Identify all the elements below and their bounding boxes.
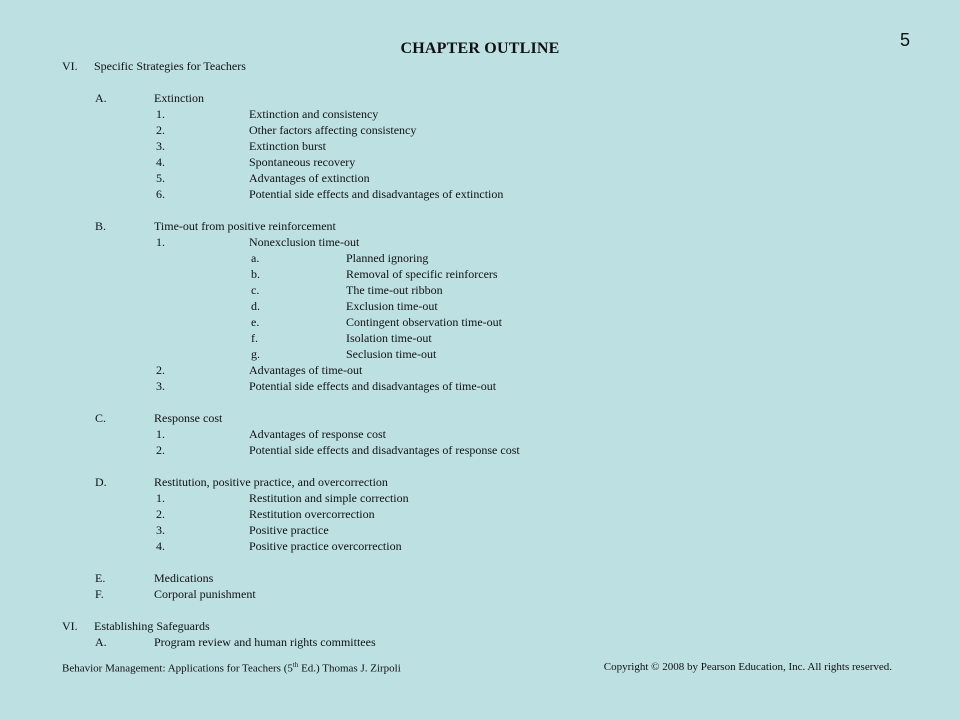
outline-item-number: 2. bbox=[156, 363, 165, 377]
outline-item-number: 6. bbox=[156, 187, 165, 201]
outline-item bbox=[62, 378, 922, 394]
outline-item-text: Other factors affecting consistency bbox=[249, 123, 417, 137]
outline-item bbox=[62, 266, 922, 282]
outline-item-number: 1. bbox=[156, 107, 165, 121]
chapter-outline bbox=[62, 58, 922, 650]
outline-item-number: 4. bbox=[156, 155, 165, 169]
outline-item-number: 3. bbox=[156, 523, 165, 537]
outline-item-text: Isolation time-out bbox=[346, 331, 432, 345]
outline-item-number: e. bbox=[251, 315, 260, 329]
outline-item bbox=[62, 506, 922, 522]
outline-item-text: Potential side effects and disadvantages of response cost bbox=[249, 443, 520, 457]
outline-item-text: Spontaneous recovery bbox=[249, 155, 356, 169]
outline-item bbox=[62, 538, 922, 554]
outline-item bbox=[62, 234, 922, 250]
outline-item-text: Advantages of extinction bbox=[249, 171, 370, 185]
outline-item-text: Restitution overcorrection bbox=[249, 507, 375, 521]
outline-item-number: 1. bbox=[156, 235, 165, 249]
outline-item bbox=[62, 58, 922, 74]
outline-item-text: Potential side effects and disadvantages of time-out bbox=[249, 379, 497, 393]
outline-item-text: Establishing Safeguards bbox=[94, 619, 210, 633]
outline-item-text: Extinction burst bbox=[249, 139, 326, 153]
outline-item bbox=[62, 282, 922, 298]
outline-item bbox=[62, 154, 922, 170]
outline-item bbox=[62, 314, 922, 330]
outline-item-number: D. bbox=[95, 475, 107, 489]
outline-item bbox=[62, 186, 922, 202]
outline-item-number: 2. bbox=[156, 123, 165, 137]
outline-item-number: 1. bbox=[156, 427, 165, 441]
outline-item-number: VI. bbox=[62, 619, 78, 633]
outline-item bbox=[62, 138, 922, 154]
outline-item-number: 2. bbox=[156, 507, 165, 521]
footer bbox=[62, 661, 892, 675]
outline-item bbox=[62, 618, 922, 634]
outline-item bbox=[62, 170, 922, 186]
outline-item-text: Exclusion time-out bbox=[346, 299, 438, 313]
outline-item-text: Planned ignoring bbox=[346, 251, 429, 265]
outline-item-text: Removal of specific reinforcers bbox=[346, 267, 498, 281]
outline-item-text: Restitution, positive practice, and overcorrection bbox=[154, 475, 388, 489]
outline-item bbox=[62, 474, 922, 490]
footer-copyright: Copyright © 2008 by Pearson Education, Inc. All rights reserved. bbox=[603, 661, 892, 673]
outline-item-number: A. bbox=[95, 91, 107, 105]
outline-item bbox=[62, 570, 922, 586]
outline-item-text: The time-out ribbon bbox=[346, 283, 443, 297]
page-title: CHAPTER OUTLINE bbox=[400, 40, 560, 57]
outline-item-number: a. bbox=[251, 251, 260, 265]
outline-item bbox=[62, 410, 922, 426]
outline-item-text: Time-out from positive reinforcement bbox=[154, 219, 336, 233]
outline-item-text: Program review and human rights committees bbox=[154, 635, 376, 649]
outline-item bbox=[62, 122, 922, 138]
outline-item-number: d. bbox=[251, 299, 260, 313]
outline-item-text: Positive practice bbox=[249, 523, 329, 537]
outline-item-number: VI. bbox=[62, 59, 78, 73]
outline-item-number: B. bbox=[95, 219, 107, 233]
outline-item bbox=[62, 490, 922, 506]
outline-item-text: Medications bbox=[154, 571, 214, 585]
outline-item-text: Advantages of time-out bbox=[249, 363, 363, 377]
outline-item-number: 1. bbox=[156, 491, 165, 505]
outline-item bbox=[62, 586, 922, 602]
outline-item-text: Specific Strategies for Teachers bbox=[94, 59, 246, 73]
outline-item-number: 2. bbox=[156, 443, 165, 457]
outline-item-number: 3. bbox=[156, 139, 165, 153]
outline-item bbox=[62, 346, 922, 362]
outline-item-number: b. bbox=[251, 267, 260, 281]
outline-item-text: Advantages of response cost bbox=[249, 427, 386, 441]
outline-item-number: 3. bbox=[156, 379, 165, 393]
outline-item bbox=[62, 90, 922, 106]
outline-item bbox=[62, 522, 922, 538]
outline-item-number: A. bbox=[95, 635, 107, 649]
outline-item-number: F. bbox=[95, 587, 104, 601]
outline-item-text: Nonexclusion time-out bbox=[249, 235, 360, 249]
outline-item-text: Seclusion time-out bbox=[346, 347, 437, 361]
page-number: 5 bbox=[899, 30, 910, 50]
outline-item bbox=[62, 298, 922, 314]
outline-item-text: Extinction and consistency bbox=[249, 107, 379, 121]
outline-item-text: Extinction bbox=[154, 91, 204, 105]
outline-item bbox=[62, 634, 922, 650]
outline-item-text: Response cost bbox=[154, 411, 223, 425]
outline-item-text: Contingent observation time-out bbox=[346, 315, 502, 329]
outline-item-text: Corporal punishment bbox=[154, 587, 256, 601]
footer-citation: Behavior Management: Applications for Teachers (5th Ed.) Thomas J. Zirpoli bbox=[62, 661, 401, 675]
outline-item-number: 5. bbox=[156, 171, 165, 185]
outline-item bbox=[62, 218, 922, 234]
outline-item-text: Restitution and simple correction bbox=[249, 491, 409, 505]
outline-item bbox=[62, 442, 922, 458]
outline-item-number: f. bbox=[251, 331, 258, 345]
outline-item bbox=[62, 426, 922, 442]
outline-item bbox=[62, 250, 922, 266]
outline-item-text: Potential side effects and disadvantages of extinction bbox=[249, 187, 504, 201]
outline-item bbox=[62, 330, 922, 346]
outline-item bbox=[62, 106, 922, 122]
outline-item-number: E. bbox=[95, 571, 106, 585]
outline-item-number: g. bbox=[251, 347, 260, 361]
outline-item-number: 4. bbox=[156, 539, 165, 553]
outline-item bbox=[62, 362, 922, 378]
outline-item-number: c. bbox=[251, 283, 260, 297]
outline-item-number: C. bbox=[95, 411, 107, 425]
outline-item-text: Positive practice overcorrection bbox=[249, 539, 402, 553]
